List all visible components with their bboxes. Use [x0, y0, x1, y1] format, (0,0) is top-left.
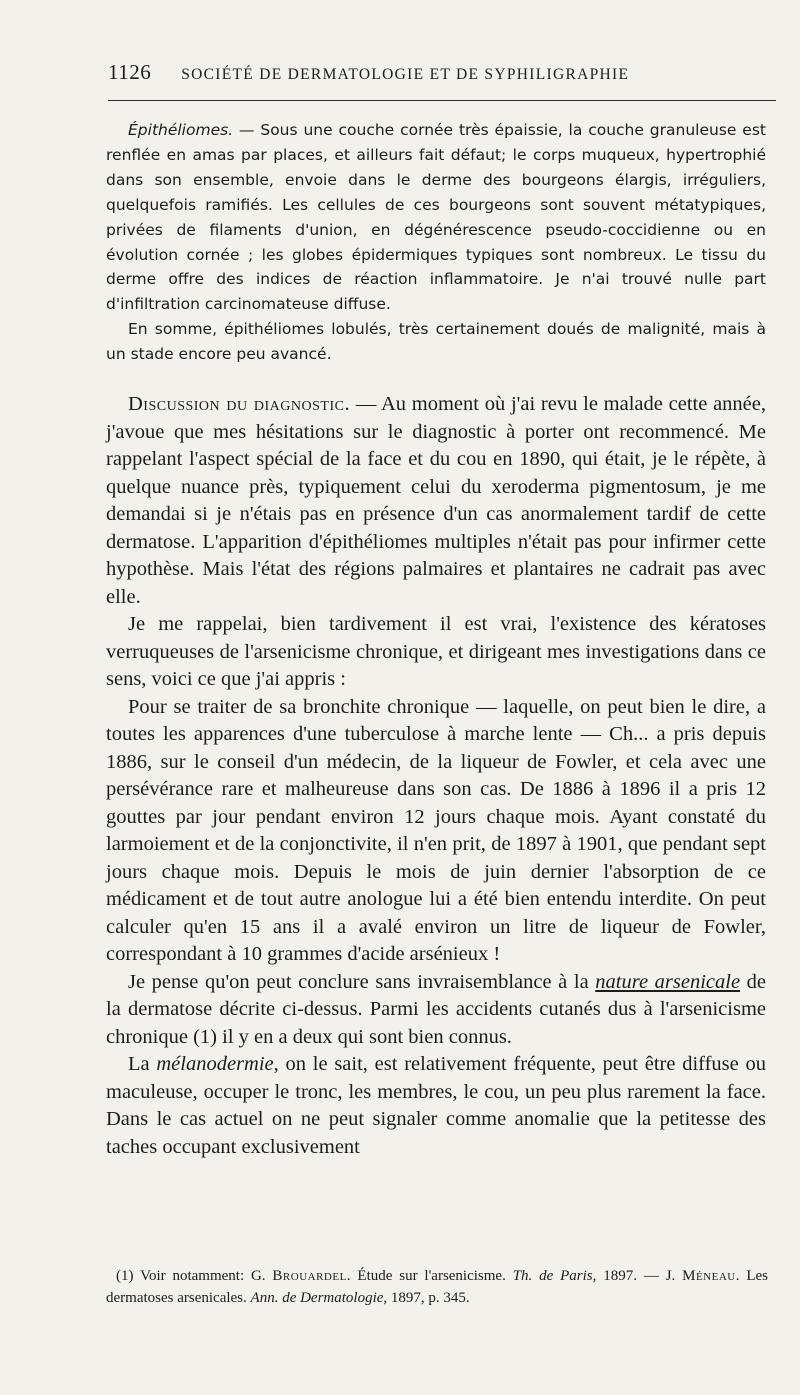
footnote-author: Méneau: [682, 1268, 736, 1284]
paragraph-text: — Au moment où j'ai revu le malade cette année, j'avoue que mes hésitations sur le diagnostic à porter ont recommencé. Me rappelant l'aspect spécial de la face et du cou en 1890, qui était, je le répète, à quelque nuance près, typiquement celui du xeroderma pigmentosum, je me demandai si je n'étais pas en présence d'un cas anormalement tardif de cette dermatose. L'apparition d'épithéliomes multiples n'était pas pour infirmer cette hypothèse. Mais l'état des régions palmaires et plantaires ne cadrait pas avec elle.: [106, 393, 766, 608]
header-rule: [108, 100, 776, 101]
paragraph-lead: Épithéliomes.: [128, 121, 234, 139]
footnote-source: Th. de Paris: [512, 1268, 593, 1284]
emphasis: mélanodermie: [156, 1053, 274, 1076]
paragraph-text: , on le sait, est relativement fréquente, peut être diffuse ou maculeuse, occuper le tronc, les membres, le cou, un peu plus rarement la face. Dans le cas actuel on ne peut signaler comme anomalie que la petitesse des taches occupant exclusivement: [106, 1053, 766, 1158]
emphasis: nature arsenicale: [595, 970, 741, 993]
footnote-text: (1) Voir notamment: G.: [116, 1268, 273, 1284]
paragraph-epitheliomes: [106, 118, 766, 317]
paragraph-conclusion: [106, 969, 766, 1052]
paragraph-text: — Sous une couche cornée très épaissie, la couche granuleuse est renflée en amas par places, et ailleurs fait défaut; le corps muqueux, hypertrophié dans son ensemble, envoie dans le derme des bourgeons élargis, irréguliers, quelquefois ramifiés. Les cellules de ces bourgeons sont souvent métatypiques, privées de filaments d'union, en dégénérescence pseudo-coccidienne ou en évolution cornée ; les globes épidermiques typiques sont nombreux. Le tissu du derme offre des indices de réaction inflammatoire. Je n'ai trouvé nulle part d'infiltration carcinomateuse diffuse.: [106, 121, 766, 314]
paragraph-text: de la dermatose décrite ci-dessus. Parmi les accidents cutanés dus à l'arsenicisme chronique (1) il y en a deux qui sont bien connus.: [106, 970, 766, 1048]
footnote-text: . Étude sur l'arsenicisme.: [346, 1268, 513, 1284]
footnote-author: Brouardel: [272, 1268, 347, 1284]
page-header: [108, 60, 770, 90]
section-heading: Discussion du diagnostic.: [128, 393, 351, 416]
paragraph-rappel: Je me rappelai, bien tardivement il est vrai, l'existence des kératoses verruqueuses de l'arsenicisme chronique, et dirigeant mes investigations dans ce sens, voici ce que j'ai appris :: [106, 613, 766, 691]
footnote-source: Ann. de Dermatologie: [250, 1290, 384, 1306]
paragraph-text: Je pense qu'on peut conclure sans invraisemblance à la: [128, 970, 596, 993]
paragraph-text: La: [128, 1053, 157, 1076]
paragraph-traitement: Pour se traiter de sa bronchite chronique — laquelle, on peut bien le dire, a toutes les apparences d'une tuberculose à marche lente — Ch... a pris depuis 1886, sur le conseil d'un médecin, de la liqueur de Fowler, et cela avec une persévérance rare et malheureuse dans son cas. De 1886 à 1896 il a pris 12 gouttes par jour pendant environ 12 jours chaque mois. Ayant constaté du larmoiement et de la conjonctivite, il n'en prit, de 1897 à 1901, que pendant sept jours chaque mois. Depuis le mois de juin dernier l'absorption de ce médicament et de tout autre anologue lui a été bien entendu interdite. On peut calculer qu'en 15 ans il a avalé environ un litre de liqueur de Fowler, correspondant à 10 grammes d'acide arsénieux !: [106, 695, 766, 966]
page-number: 1126: [108, 60, 152, 84]
footnote-1: [106, 1265, 768, 1309]
paragraph-discussion: [106, 391, 766, 611]
footnote-text: , 1897, p. 345.: [383, 1290, 470, 1306]
body-text: [106, 118, 766, 1161]
footnote-text: . Les dermatoses arsenicales.: [106, 1268, 768, 1306]
paragraph-melanodermie: [106, 1051, 766, 1161]
running-head: SOCIÉTÉ DE DERMATOLOGIE ET DE SYPHILIGRAPHIE: [181, 66, 630, 83]
footnotes: [106, 1265, 768, 1309]
footnote-text: , 1897. — J.: [592, 1268, 683, 1284]
paragraph-en-somme: En somme, épithéliomes lobulés, très certainement doués de malignité, mais à un stade encore peu avancé.: [106, 320, 766, 364]
